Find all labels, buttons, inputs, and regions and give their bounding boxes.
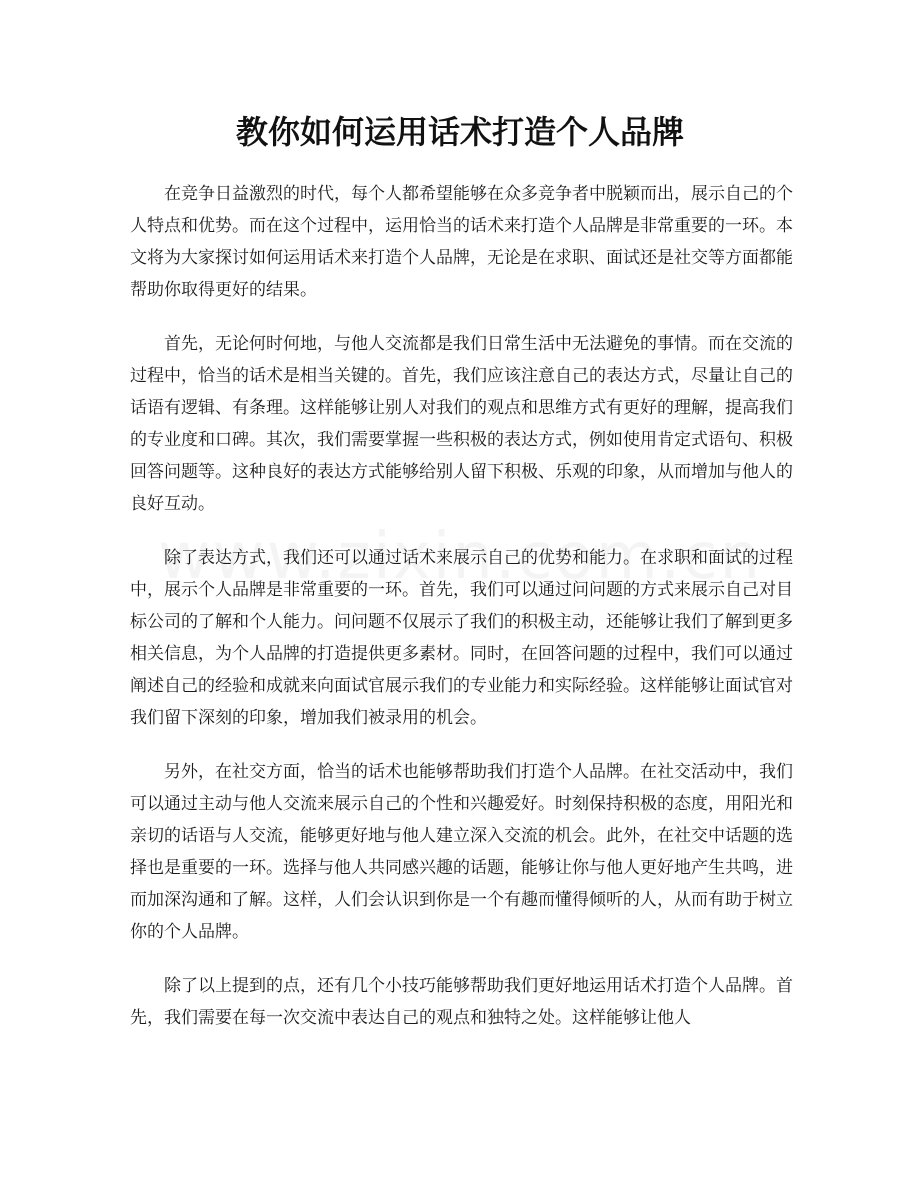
paragraph-5: 除了以上提到的点，还有几个小技巧能够帮助我们更好地运用话术打造个人品牌。首先，我们需要在每一次交流中表达自己的观点和独特之处。这样能够让他人 (130, 976, 793, 1028)
paragraph-1: 在竞争日益激烈的时代，每个人都希望能够在众多竞争者中脱颖而出，展示自己的个人特点和优势。而在这个过程中，运用恰当的话术来打造个人品牌是非常重要的一环。本文将为大家探讨如何运用话术来打造个人品牌，无论是在求职、面试还是社交等方面都能帮助你取得更好的结果。 (130, 184, 793, 300)
paragraph-3: 除了表达方式，我们还可以通过话术来展示自己的优势和能力。在求职和面试的过程中，展示个人品牌是非常重要的一环。首先，我们可以通过问问题的方式来展示自己对目标公司的了解和个人能力。问问题不仅展示了我们的积极主动，还能够让我们了解到更多相关信息，为个人品牌的打造提供更多素材。同时，在回答问题的过程中，我们可以通过阐述自己的经验和成就来向面试官展示我们的专业能力和实际经验。这样能够让面试官对我们留下深刻的印象，增加我们被录用的机会。 (130, 548, 793, 728)
document-body (130, 178, 793, 1056)
document-title: 教你如何运用话术打造个人品牌 (235, 113, 684, 151)
paragraph-4: 另外，在社交方面，恰当的话术也能够帮助我们打造个人品牌。在社交活动中，我们可以通过主动与他人交流来展示自己的个性和兴趣爱好。时刻保持积极的态度，用阳光和亲切的话语与人交流，能够更好地与他人建立深入交流的机会。此外，在社交中话题的选择也是重要的一环。选择与他人共同感兴趣的话题，能够让你与他人更好地产生共鸣，进而加深沟通和了解。这样，人们会认识到你是一个有趣而懂得倾听的人，从而有助于树立你的个人品牌。 (130, 762, 793, 942)
paragraph-2: 首先，无论何时何地，与他人交流都是我们日常生活中无法避免的事情。而在交流的过程中，恰当的话术是相当关键的。首先，我们应该注意自己的表达方式，尽量让自己的话语有逻辑、有条理。这样能够让别人对我们的观点和思维方式有更好的理解，提高我们的专业度和口碑。其次，我们需要掌握一些积极的表达方式，例如使用肯定式语句、积极回答问题等。这种良好的表达方式能够给别人留下积极、乐观的印象，从而增加与他人的良好互动。 (130, 334, 793, 514)
